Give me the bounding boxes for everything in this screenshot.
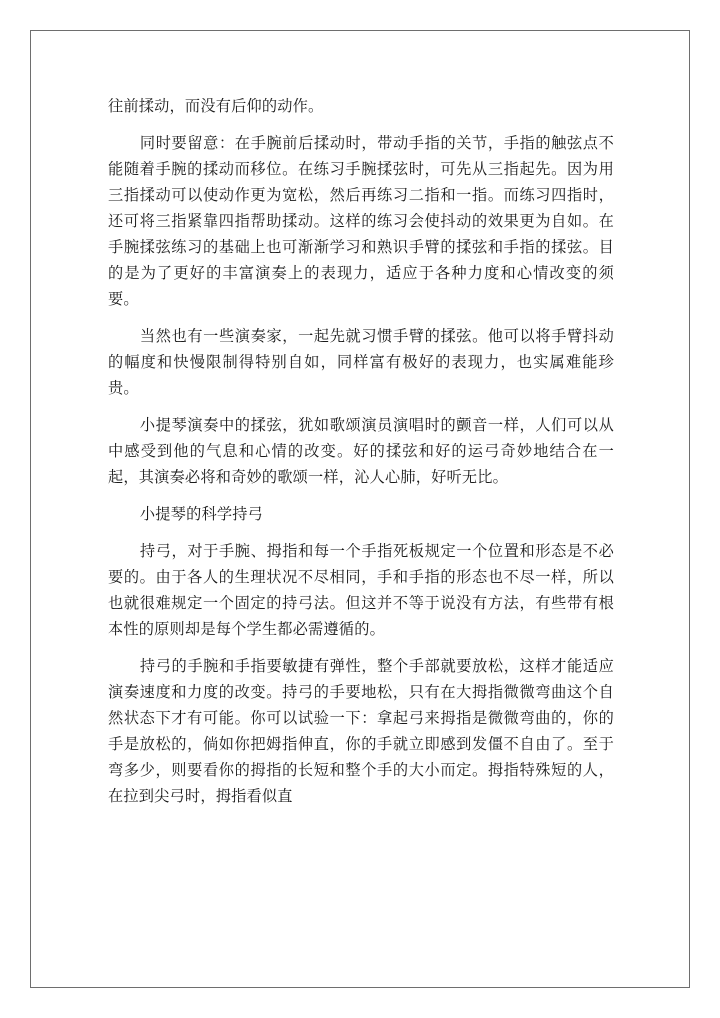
paragraph-wrist-vibrato: 同时要留意：在手腕前后揉动时，带动手指的关节，手指的触弦点不能随着手腕的揉动而移位。在练习手腕揉弦时，可先从三指起先。因为用三指揉动可以使动作更为宽松，然后再练习二指和一指。而练习四指时，还可将三指紧靠四指帮助揉动。这样的练习会使抖动的效果更为自如。在手腕揉弦练习的基础上也可渐渐学习和熟识手臂的揉弦和手指的揉弦。目的是为了更好的丰富演奏上的表现力，适应于各种力度和心情改变的须要。 [108, 134, 614, 308]
paragraph-bow-hold-relaxation: 持弓的手腕和手指要敏捷有弹性，整个手部就要放松，这样才能适应演奏速度和力度的改变。持弓的手要地松，只有在大拇指微微弯曲这个自然状态下才有可能。你可以试验一下：拿起弓来拇指是微微弯曲的，你的手是放松的，倘如你把姆指伸直，你的手就立即感到发僵不自由了。至于弯多少，则要看你的拇指的长短和整个手的大小而定。拇指特殊短的人，在拉到尖弓时，拇指看似直 [108, 657, 614, 805]
paragraph-arm-vibrato: 当然也有一些演奏家，一起先就习惯手臂的揉弦。他可以将手臂抖动的幅度和快慢限制得特别自如，同样富有极好的表现力，也实属难能珍贵。 [108, 327, 614, 397]
paragraph-vibrato-expression: 小提琴演奏中的揉弦，犹如歌颂演员演唱时的颤音一样，人们可以从中感受到他的气息和心情的改变。好的揉弦和好的运弓奇妙地结合在一起，其演奏必将和奇妙的歌颂一样，沁人心肺，好听无比。 [108, 416, 614, 486]
document-body [108, 93, 614, 820]
paragraph-bow-hold-principles: 持弓，对于手腕、拇指和每一个手指死板规定一个位置和形态是不必要的。由于各人的生理状况不尽相同，手和手指的形态也不尽一样，所以也就很难规定一个固定的持弓法。但这并不等于说没有方法，有些带有根本性的原则却是每个学生都必需遵循的。 [108, 542, 614, 638]
paragraph-continuation: 往前揉动，而没有后仰的动作。 [108, 97, 324, 115]
section-heading-bow-hold: 小提琴的科学持弓 [139, 505, 264, 523]
